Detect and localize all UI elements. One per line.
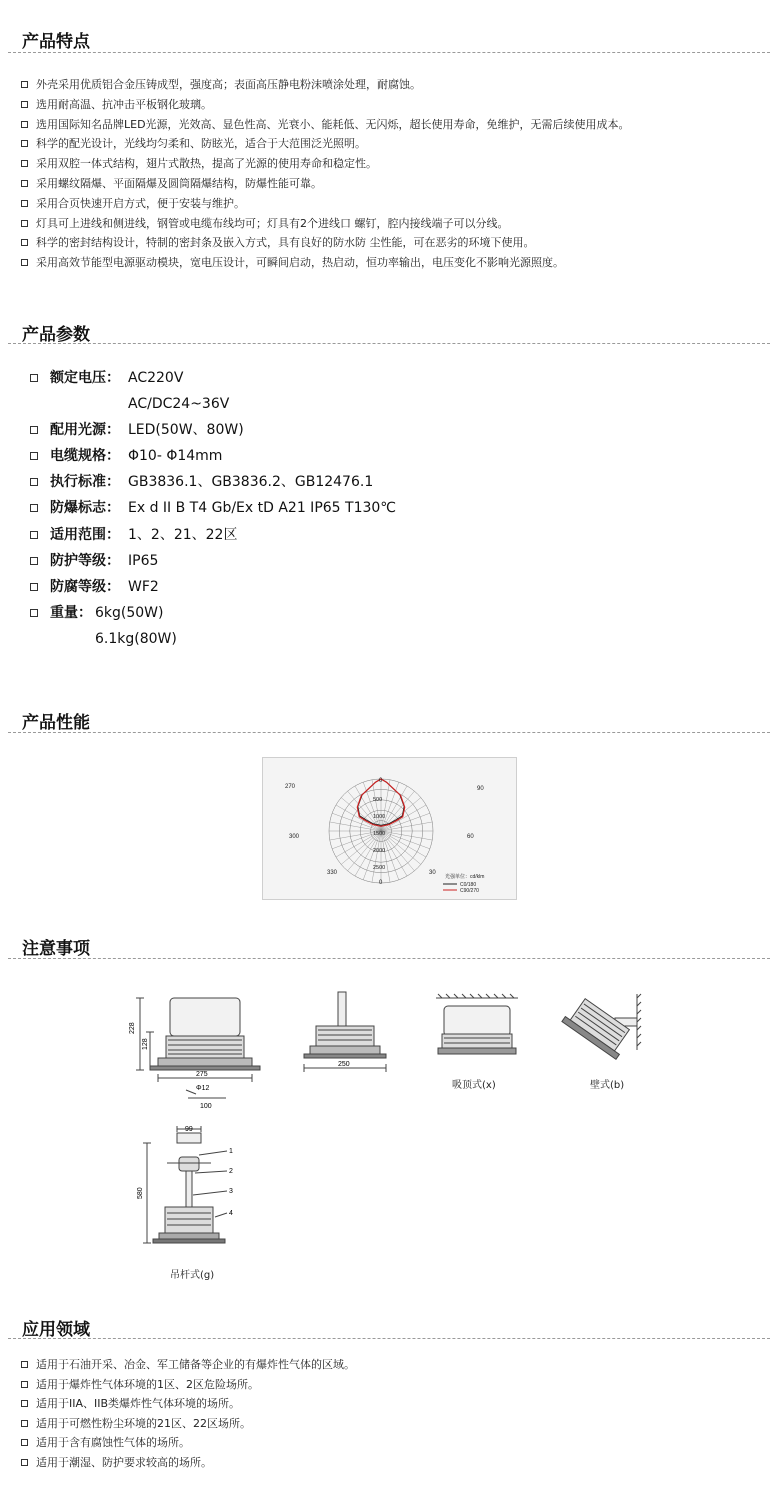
applications-title: 应用领域 — [22, 1320, 90, 1340]
param-label: 重量： — [50, 604, 92, 621]
feature-item: 灯具可上进线和侧进线，钢管或电缆布线均可；灯具有2个进线口 螺钉，腔内接线端子可以分线。 — [20, 214, 630, 234]
dim-pendant-height: 580 — [137, 1187, 144, 1199]
bullet-square-icon — [30, 452, 38, 460]
callout-4: 4 — [229, 1210, 233, 1217]
legend-entry: C90/270 — [460, 888, 479, 894]
param-value: 1、2、21、22区 — [128, 526, 238, 543]
param-label: 电缆规格： — [50, 448, 120, 465]
legend-entry: C0/180 — [460, 882, 477, 888]
polar-radial-label: 1000 — [373, 814, 386, 820]
divider — [8, 1338, 770, 1339]
param-label: 防腐等级： — [50, 578, 120, 595]
wall-mount-caption: 壁式(b) — [590, 1080, 625, 1091]
polar-angle-label: 90 — [477, 786, 484, 792]
dim-height-total: 228 — [129, 1022, 136, 1034]
param-value: WF2 — [128, 578, 159, 595]
dim-side-width: 250 — [338, 1061, 350, 1068]
legend-title: 光强单位：cd/klm — [445, 874, 485, 880]
dim-pendant-top: 99 — [185, 1126, 193, 1133]
feature-item: 采用双腔一体式结构，翅片式散热，提高了光源的使用寿命和稳定性。 — [20, 154, 630, 174]
param-value: 6.1kg(80W) — [95, 630, 177, 647]
bullet-square-icon — [30, 374, 38, 382]
bullet-square-icon — [30, 478, 38, 486]
param-value: AC/DC24~36V — [128, 396, 230, 413]
callout-1: 1 — [229, 1148, 233, 1155]
bullet-square-icon — [30, 557, 38, 565]
param-value: Ex d II B T4 Gb/Ex tD A21 IP65 T130℃ — [128, 500, 397, 517]
feature-item: 选用国际知名品牌LED光源，光效高、显色性高、光衰小、能耗低、无闪烁，超长使用寿命，免维护，无需后续使用成本。 — [20, 115, 630, 135]
polar-angle-label: 0 — [379, 778, 383, 784]
front-view-dimension-diagram — [130, 990, 260, 1115]
feature-item: 外壳采用优质铝合金压铸成型，强度高；表面高压静电粉沫喷涂处理，耐腐蚀。 — [20, 75, 630, 95]
param-value: AC220V — [128, 370, 184, 386]
wall-mount-diagram — [555, 990, 645, 1070]
callout-2: 2 — [229, 1168, 233, 1175]
polar-angle-label: 300 — [289, 834, 300, 840]
applications-list — [20, 1355, 355, 1473]
polar-radial-label: 2000 — [373, 848, 386, 854]
param-label: 防爆标志： — [50, 500, 120, 517]
pendant-mount-caption: 吊杆式(g) — [170, 1270, 215, 1281]
application-item: 适用于石油开采、冶金、军工储备等企业的有爆炸性气体的区域。 — [20, 1355, 355, 1375]
param-label: 配用光源： — [50, 422, 120, 439]
feature-item: 科学的密封结构设计，特制的密封条及嵌入方式，具有良好的防水防 尘性能，可在恶劣的环境下使用。 — [20, 233, 630, 253]
application-item: 适用于IIA、IIB类爆炸性气体环境的场所。 — [20, 1394, 355, 1414]
param-label: 防护等级： — [50, 552, 120, 569]
dim-height-body: 128 — [142, 1038, 149, 1050]
polar-angle-label: 330 — [327, 870, 338, 876]
application-item: 适用于潮湿、防护要求较高的场所。 — [20, 1453, 355, 1473]
param-label: 额定电压： — [50, 370, 120, 386]
features-title: 产品特点 — [22, 32, 90, 52]
param-label: 执行标准： — [50, 474, 120, 491]
polar-angle-label: 0 — [379, 880, 383, 886]
divider — [8, 343, 770, 344]
divider — [8, 958, 770, 959]
divider — [8, 52, 770, 53]
dim-cable: Φ12 — [196, 1085, 210, 1092]
polar-radial-label: 500 — [373, 797, 383, 803]
param-label: 适用范围： — [50, 526, 120, 543]
notes-title: 注意事项 — [22, 939, 90, 959]
polar-angle-label: 60 — [467, 834, 474, 840]
pendant-rod-mount-diagram — [135, 1125, 245, 1265]
param-value: GB3836.1、GB3836.2、GB12476.1 — [128, 474, 374, 491]
bullet-square-icon — [30, 583, 38, 591]
polar-radial-label: 2500 — [373, 865, 386, 871]
side-view-diagram — [300, 990, 390, 1080]
param-value: LED(50W、80W) — [128, 422, 244, 439]
params-title: 产品参数 — [22, 325, 90, 345]
bullet-square-icon — [30, 504, 38, 512]
application-item: 适用于爆炸性气体环境的1区、2区危险场所。 — [20, 1375, 355, 1395]
application-item: 适用于可燃性粉尘环境的21区、22区场所。 — [20, 1414, 355, 1434]
feature-item: 选用耐高温、抗冲击平板钢化玻璃。 — [20, 95, 630, 115]
divider — [8, 732, 770, 733]
param-value: 6kg(50W) — [95, 604, 164, 621]
dim-cable-length: 100 — [200, 1103, 212, 1110]
bullet-square-icon — [30, 609, 38, 617]
ceiling-mount-caption: 吸顶式(x) — [452, 1080, 496, 1091]
polar-chart-frame — [262, 757, 517, 900]
feature-item: 采用螺纹隔爆、平面隔爆及圆筒隔爆结构，防爆性能可靠。 — [20, 174, 630, 194]
callout-3: 3 — [229, 1188, 233, 1195]
feature-item: 采用高效节能型电源驱动模块，宽电压设计，可瞬间启动，热启动，恒功率输出，电压变化不影响光源照度。 — [20, 253, 630, 273]
polar-angle-label: 30 — [429, 870, 436, 876]
performance-title: 产品性能 — [22, 713, 90, 733]
bullet-square-icon — [30, 531, 38, 539]
param-value: Φ10- Φ14mm — [128, 448, 223, 465]
param-value: IP65 — [128, 552, 159, 569]
polar-radial-label: 1500 — [373, 831, 386, 837]
ceiling-mount-diagram — [432, 992, 522, 1072]
dim-width: 275 — [196, 1071, 208, 1078]
polar-angle-label: 270 — [285, 784, 296, 790]
features-list — [20, 75, 630, 273]
application-item: 适用于含有腐蚀性气体的场所。 — [20, 1433, 355, 1453]
feature-item: 采用合页快速开启方式，便于安装与维护。 — [20, 194, 630, 214]
feature-item: 科学的配光设计，光线均匀柔和、防眩光，适合于大范围泛光照明。 — [20, 134, 630, 154]
polar-light-distribution-chart — [263, 758, 516, 899]
bullet-square-icon — [30, 426, 38, 434]
